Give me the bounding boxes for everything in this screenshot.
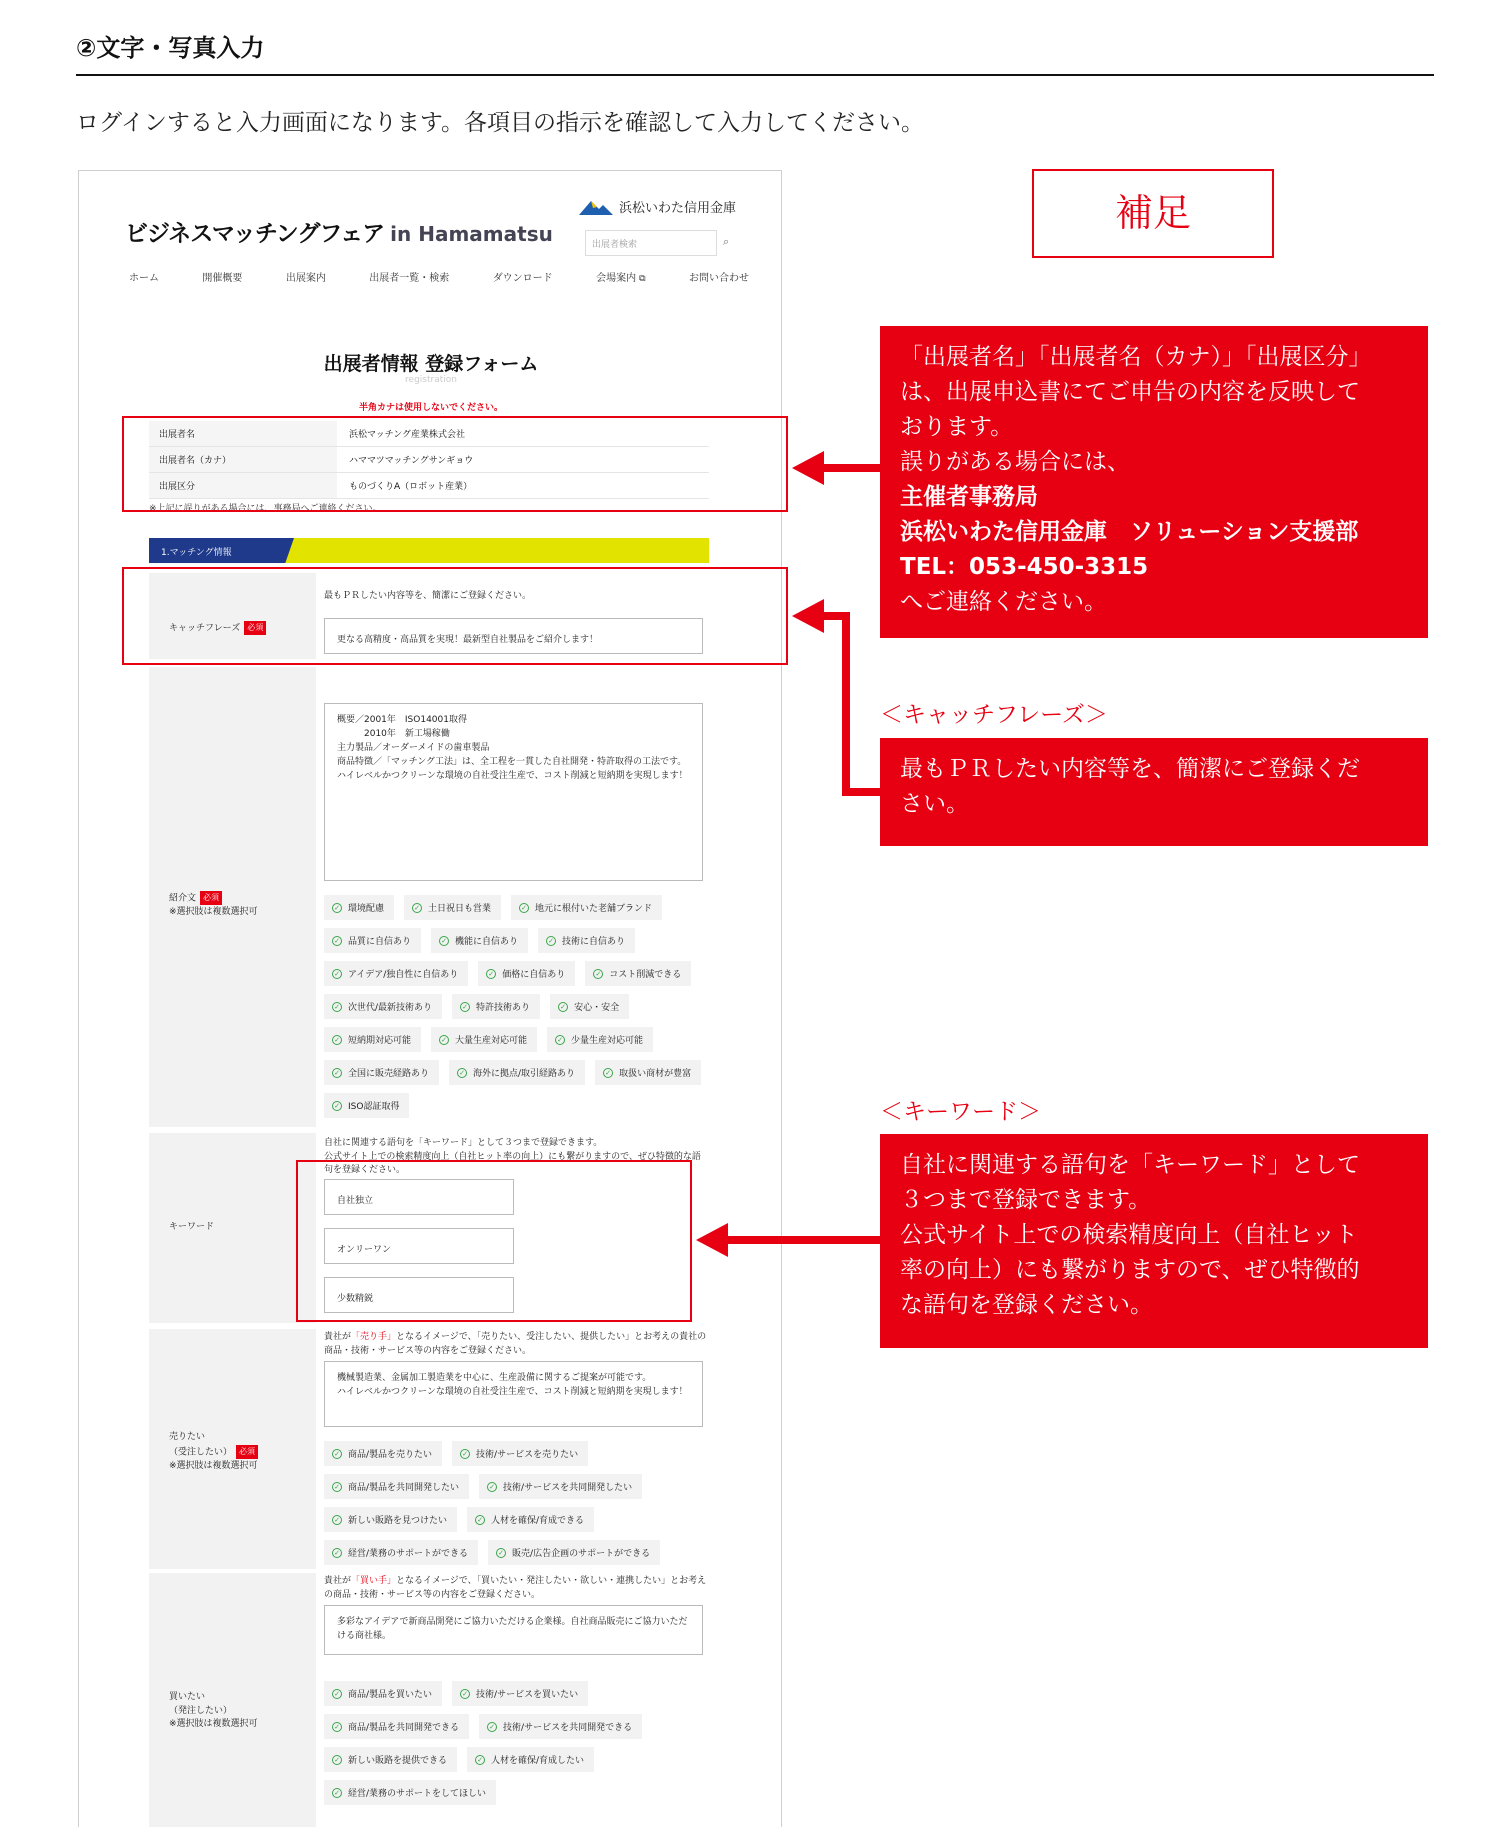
option-label: 安心・安全 [574, 1003, 620, 1013]
intro-options [324, 895, 709, 1118]
option-checkbox[interactable] [585, 961, 691, 986]
option-label: 品質に自信あり [348, 937, 412, 947]
option-checkbox[interactable] [452, 1441, 588, 1466]
note-line: 最もＰＲしたい内容等を、簡潔にご登録くだ [900, 756, 1360, 782]
note-line: 公式サイト上での検索精度向上（自社ヒット [900, 1222, 1358, 1248]
option-checkbox[interactable] [324, 1714, 469, 1739]
option-checkbox[interactable] [431, 928, 528, 953]
section-rule [76, 74, 1434, 76]
option-label: 商品/製品を共同開発したい [348, 1483, 460, 1493]
nav-item[interactable]: 出展者一覧・検索 [369, 273, 450, 284]
option-checkbox[interactable] [595, 1060, 701, 1085]
section-title: ②文字・写真入力 [76, 34, 265, 62]
info-note: ※上記に誤りがある場合には、事務局へご連絡ください。 [149, 504, 382, 514]
option-checkbox[interactable] [324, 1540, 478, 1565]
check-circle-icon: ✓ [332, 1449, 342, 1459]
form-subtitle: registration [405, 375, 457, 385]
check-circle-icon: ✓ [555, 1035, 565, 1045]
option-label: 機能に自信あり [455, 937, 519, 947]
option-checkbox[interactable] [547, 1027, 653, 1052]
bank-mark-icon [579, 199, 613, 215]
note-line: 誤りがある場合には、 [900, 449, 1130, 475]
check-circle-icon: ✓ [332, 1035, 342, 1045]
option-checkbox[interactable] [488, 1540, 660, 1565]
buy-label: 買いたい （発注したい） ※選択肢は複数選択可 [169, 1692, 258, 1729]
required-badge: 必須 [244, 621, 266, 635]
form-warning: 半角カナは使用しないでください。 [358, 403, 503, 413]
check-circle-icon: ✓ [332, 903, 342, 913]
keyword-input-1[interactable]: 自社独立 [324, 1179, 514, 1215]
note-line: ３つまで登録できます。 [900, 1187, 1152, 1213]
option-label: 全国に販売経路あり [348, 1069, 430, 1079]
section-band-label: 1.マッチング情報 [161, 548, 232, 558]
note-line: 浜松いわた信用金庫 ソリューション支援部 [900, 519, 1359, 545]
option-label: 特許技術あり [476, 1003, 531, 1013]
option-label: 地元に根付いた老舗ブランド [535, 904, 653, 914]
option-label: 新しい販路を見つけたい [348, 1516, 448, 1526]
option-checkbox[interactable] [324, 928, 421, 953]
keyword-heading: ＜キーワード＞ [880, 1099, 1041, 1125]
intro-text: ログインすると入力画面になります。各項目の指示を確認して入力してください。 [76, 110, 925, 136]
option-label: ISO認証取得 [348, 1102, 400, 1112]
option-checkbox[interactable] [324, 1441, 442, 1466]
check-circle-icon: ✓ [519, 903, 529, 913]
check-circle-icon: ✓ [332, 1548, 342, 1558]
option-checkbox[interactable] [467, 1507, 594, 1532]
check-circle-icon: ✓ [460, 1002, 470, 1012]
catch-help: 最もＰＲしたい内容等を、簡潔にご登録ください。 [324, 591, 532, 601]
intro-textarea[interactable]: 概要／2001年 ISO14001取得 2010年 新工場稼働 主力製品／オーダーメイドの歯車製品 商品特徴／「マッチング工法」は、全工程を一貫した自社開発・特許取得の工法です。 ハイレベルかつクリーンな環境の自社受注生産で、コスト削減と短納期を実現します！ [324, 703, 703, 881]
nav-item[interactable]: 出展案内 [285, 273, 326, 284]
site-logo[interactable]: ビジネスマッチングフェア in Hamamatsu [125, 221, 553, 247]
option-checkbox[interactable] [511, 895, 662, 920]
nav-item[interactable]: 開催概要 [202, 273, 243, 284]
option-label: 取扱い商材が豊富 [619, 1069, 692, 1079]
note-line: は、出展申込書にてご申告の内容を反映して [900, 379, 1360, 405]
main-nav [129, 269, 749, 284]
supplement-title: 補足 [1032, 169, 1274, 258]
catch-input[interactable]: 更なる高精度・高品質を実現！最新型自社製品をご紹介します！ [324, 618, 703, 654]
option-checkbox[interactable] [467, 1747, 594, 1772]
check-circle-icon: ✓ [332, 1482, 342, 1492]
check-circle-icon: ✓ [439, 1035, 449, 1045]
option-checkbox[interactable] [449, 1060, 585, 1085]
search-input[interactable]: 出展者検索 [585, 230, 717, 256]
option-label: 次世代/最新技術あり [348, 1003, 433, 1013]
check-circle-icon: ✓ [332, 969, 342, 979]
nav-item[interactable]: お問い合わせ [688, 273, 749, 284]
info-value: ものづくりA（ロボット産業） [349, 482, 473, 492]
option-label: 商品/製品を買いたい [348, 1690, 433, 1700]
option-checkbox[interactable] [538, 928, 635, 953]
option-label: 人材を確保/育成したい [491, 1756, 585, 1766]
highlight-exhibitor-info [122, 416, 788, 512]
catch-phrase-note [880, 738, 1428, 846]
search-icon[interactable]: ⌕ [723, 235, 730, 248]
info-label: 出展者名 [149, 421, 337, 446]
option-checkbox[interactable] [550, 994, 629, 1019]
check-circle-icon: ✓ [332, 936, 342, 946]
option-checkbox[interactable] [431, 1027, 537, 1052]
option-label: 新しい販路を提供できる [348, 1756, 448, 1766]
info-label: 出展区分 [149, 473, 337, 498]
note-line: 「出展者名」「出展者名（カナ）」「出展区分」 [900, 344, 1372, 370]
option-checkbox[interactable] [452, 994, 540, 1019]
option-checkbox[interactable] [324, 1027, 421, 1052]
option-label: 技術/サービスを共同開発できる [503, 1723, 633, 1733]
option-checkbox[interactable] [404, 895, 501, 920]
option-checkbox[interactable] [324, 1093, 409, 1118]
note-line: 率の向上）にも繋がりますので、ぜひ特徴的 [900, 1257, 1360, 1283]
check-circle-icon: ✓ [558, 1002, 568, 1012]
option-label: 環境配慮 [348, 904, 385, 914]
sell-label: 売りたい （受注したい） 必須 ※選択肢は複数選択可 [169, 1432, 258, 1471]
option-checkbox[interactable] [324, 994, 442, 1019]
nav-item[interactable]: ホーム [129, 273, 159, 284]
option-label: 販売/広告企画のサポートができる [512, 1549, 651, 1559]
check-circle-icon: ✓ [487, 1722, 497, 1732]
check-circle-icon: ✓ [332, 1515, 342, 1525]
check-circle-icon: ✓ [546, 936, 556, 946]
option-checkbox[interactable] [324, 1747, 457, 1772]
nav-item[interactable]: ダウンロード [492, 273, 553, 284]
check-circle-icon: ✓ [475, 1755, 485, 1765]
check-circle-icon: ✓ [603, 1068, 613, 1078]
bank-logo[interactable]: 浜松いわた信用金庫 [579, 197, 736, 216]
check-circle-icon: ✓ [475, 1515, 485, 1525]
buy-textarea[interactable]: 多彩なアイデアで新商品開発にご協力いただける企業様。自社商品販売にご協力いただける商社様。 [324, 1605, 703, 1655]
check-circle-icon: ✓ [486, 969, 496, 979]
check-circle-icon: ✓ [460, 1449, 470, 1459]
check-circle-icon: ✓ [332, 1068, 342, 1078]
highlight-catch-phrase [122, 567, 788, 665]
info-label: 出展者名（カナ） [149, 447, 337, 472]
option-label: 経営/業務のサポートをしてほしい [348, 1789, 487, 1799]
option-label: 価格に自信あり [502, 970, 566, 980]
keyword-help: 自社に関連する語句を「キーワード」として３つまで登録できます。 公式サイト上での検索精度向上（自社ヒット率の向上）にも繋がりますので、ぜひ特徴的な語句を登録ください。 [324, 1138, 701, 1175]
check-circle-icon: ✓ [332, 1755, 342, 1765]
option-label: 大量生産対応可能 [455, 1036, 528, 1046]
check-circle-icon: ✓ [412, 903, 422, 913]
keyword-note [880, 1134, 1428, 1348]
option-checkbox[interactable] [324, 895, 394, 920]
check-circle-icon: ✓ [439, 936, 449, 946]
required-badge: 必須 [236, 1445, 258, 1459]
option-label: 技術/サービスを売りたい [476, 1450, 579, 1460]
option-label: アイデア/独自性に自信あり [348, 970, 459, 980]
sell-help: 貴社が「売り手」となるイメージで、「売りたい、受注したい、提供したい」とお考えの貴社の商品・技術・サービス等の内容をご登録ください。 [324, 1332, 707, 1356]
keyword-input-2[interactable]: オンリーワン [324, 1228, 514, 1264]
intro-label: 紹介文 必須 ※選択肢は複数選択可 [169, 893, 258, 917]
keyword-input-3[interactable]: 少数精鋭 [324, 1277, 514, 1313]
note-line: TEL：053-450-3315 [900, 554, 1149, 580]
option-label: コスト削減できる [609, 970, 682, 980]
note-line: 主催者事務局 [900, 484, 1038, 510]
catch-phrase-heading: ＜キャッチフレーズ＞ [880, 702, 1108, 728]
option-label: 経営/業務のサポートができる [348, 1549, 469, 1559]
option-label: 人材を確保/育成できる [491, 1516, 585, 1526]
option-label: 商品/製品を共同開発できる [348, 1723, 460, 1733]
nav-item[interactable]: 会場案内 ⧉ [596, 273, 646, 284]
option-label: 技術に自信あり [562, 937, 626, 947]
option-label: 少量生産対応可能 [571, 1036, 644, 1046]
keyword-label: キーワード [169, 1222, 215, 1232]
highlight-keywords [296, 1160, 692, 1322]
option-label: 短納期対応可能 [348, 1036, 412, 1046]
external-link-icon: ⧉ [639, 274, 646, 284]
info-value: 浜松マッチング産業株式会社 [349, 430, 466, 440]
option-label: 商品/製品を売りたい [348, 1450, 433, 1460]
option-checkbox[interactable] [452, 1681, 588, 1706]
sell-textarea[interactable]: 機械製造業、金属加工製造業を中心に、生産設備に関するご提案が可能です。 ハイレベルかつクリーンな環境の自社受注生産で、コスト削減と短納期を実現します！ [324, 1361, 703, 1427]
option-label: 技術/サービスを買いたい [476, 1690, 579, 1700]
check-circle-icon: ✓ [593, 969, 603, 979]
option-checkbox[interactable] [324, 961, 468, 986]
check-circle-icon: ✓ [332, 1722, 342, 1732]
check-circle-icon: ✓ [332, 1002, 342, 1012]
catch-label: キャッチフレーズ 必須 [169, 621, 266, 636]
check-circle-icon: ✓ [460, 1689, 470, 1699]
info-value: ハママツマッチングサンギョウ [349, 456, 474, 466]
option-checkbox[interactable] [479, 1714, 642, 1739]
check-circle-icon: ✓ [496, 1548, 506, 1558]
check-circle-icon: ✓ [457, 1068, 467, 1078]
exhibitor-info-note: 「出展者名」「出展者名（カナ）」「出展区分」 は、出展申込書にてご申告の内容を反映して おります。 誤りがある場合には、 主催者事務局 浜松いわた信用金庫 ソリューション支援部 TEL：053-450-3315 へご連絡ください。 [880, 326, 1428, 638]
section-band [149, 538, 709, 563]
buy-options [324, 1681, 709, 1805]
required-badge: 必須 [200, 891, 222, 905]
option-label: 海外に拠点/取引経路あり [473, 1069, 576, 1079]
buy-help: 貴社が「買い手」となるイメージで、「買いたい・発注したい・欲しい・連携したい」とお考えの商品・技術・サービス等の内容をご登録ください。 [324, 1576, 707, 1600]
note-line: な語句を登録ください。 [900, 1292, 1153, 1318]
option-checkbox[interactable] [478, 961, 575, 986]
form-title: 出展者情報 登録フォーム [323, 353, 539, 375]
option-checkbox[interactable] [479, 1474, 642, 1499]
option-checkbox[interactable] [324, 1474, 469, 1499]
option-label: 土日祝日も営業 [428, 904, 492, 914]
option-checkbox[interactable] [324, 1681, 442, 1706]
check-circle-icon: ✓ [487, 1482, 497, 1492]
check-circle-icon: ✓ [332, 1101, 342, 1111]
note-line: 自社に関連する語句を「キーワード」として [900, 1152, 1360, 1178]
option-checkbox[interactable] [324, 1780, 496, 1805]
check-circle-icon: ✓ [332, 1689, 342, 1699]
option-checkbox[interactable] [324, 1507, 457, 1532]
note-line: さい。 [900, 791, 969, 817]
note-line: おります。 [900, 414, 1014, 440]
option-label: 技術/サービスを共同開発したい [503, 1483, 633, 1493]
sell-options [324, 1441, 709, 1565]
option-checkbox[interactable] [324, 1060, 439, 1085]
check-circle-icon: ✓ [332, 1788, 342, 1798]
